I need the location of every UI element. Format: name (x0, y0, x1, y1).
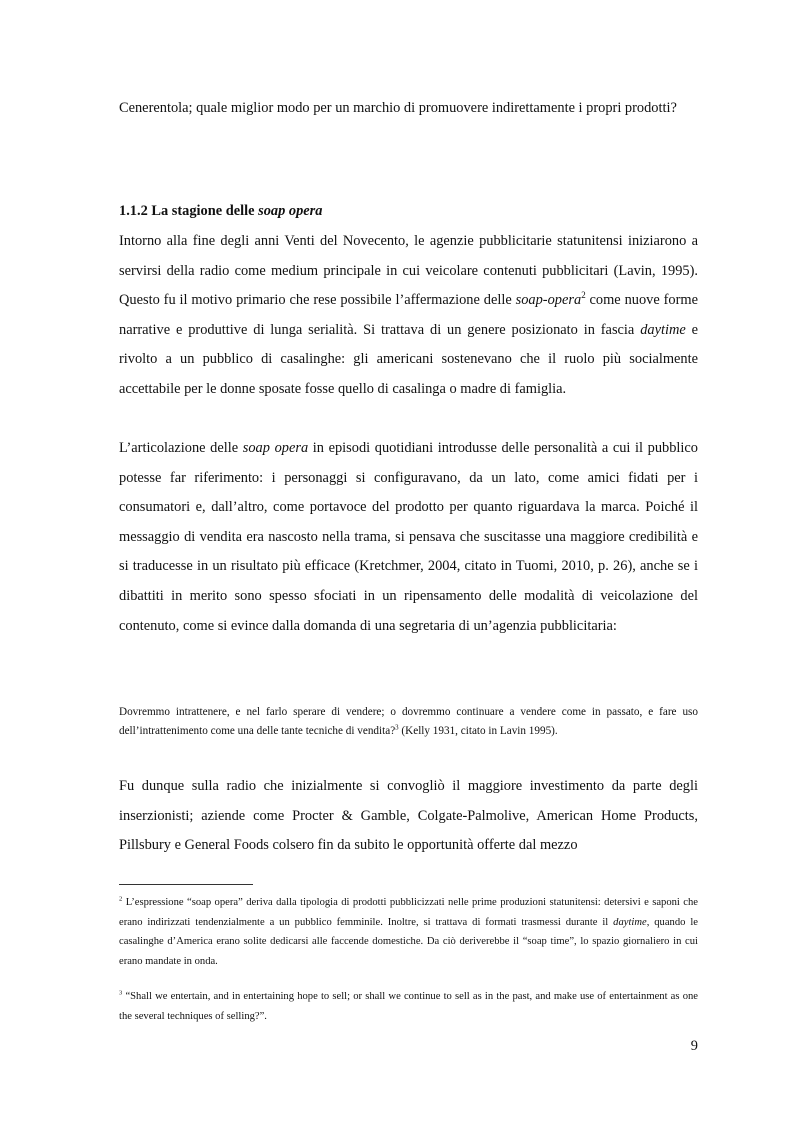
footnote-ref-3[interactable]: 3 (395, 723, 399, 732)
opening-paragraph: Cenerentola; quale miglior modo per un marchio di promuovere indirettamente i propri prodotti? (119, 100, 677, 116)
footnote-3: $^3$ “Shall we entertain, and in entertaining hope to sell; or shall we continue to sell as in the past, and make use of entertainment as one the several techniques of selling?”. (119, 989, 698, 1022)
paragraph-2: L’articolazione delle soap opera in episodi quotidiani introdusse delle personalità a cui il pubblico potesse far riferimento: i personaggi si configuravano, da un lato, come amici fidati per i consumatori e, dall’altro, come portavoce del prodotto per quanto riguardava la marca. Poiché il messaggio di vendita era nascosto nella trama, si pensava che suscitasse una maggiore credibilità e si traducesse in un risultato più efficace (Kretchmer, 2004, citato in Tuomi, 2010, p. 26), anche se i dibattiti in merito sono spesso sfociati in un ripensamento delle modalità di veicolazione del contenuto, come si evince dalla domanda di una segretaria di un’agenzia pubblicitaria: (119, 440, 698, 634)
footnote-separator (119, 884, 253, 885)
section-heading-italic: soap opera (258, 203, 323, 219)
paragraph-3: Fu dunque sulla radio che inizialmente si convogliò il maggiore investimento da parte degli inserzionisti; aziende come Procter & Gamble, Colgate-Palmolive, American Home Products, Pillsbury e General Foods colsero fin da subito le opportunità offerte dal mezzo (119, 778, 698, 854)
section-heading (119, 201, 698, 221)
footnote-3-number: 3 (119, 989, 123, 997)
footnote-2-number: 2 (119, 895, 123, 903)
footnote-ref-2[interactable]: 2 (581, 290, 586, 301)
page-number: 9 (690, 1038, 698, 1054)
footnote-2: $^2$ L’espressione “soap opera” deriva dalla tipologia di prodotti pubblicizzati nelle prime produzioni statunitensi: detersivi e saponi che erano indirizzati tendenzialmente a un pubblico femminile. Inoltre, si trattava di formati trasmessi durante il daytime, quando le casalinghe d’America erano solite dedicarsi alle faccende domestiche. Da ciò deriverebbe il “soap time”, lo spazio giornaliero in cui erano mandate in onda. (119, 895, 698, 967)
section-heading-text: 1.1.2 La stagione delle (119, 203, 259, 219)
paragraph-1: Intorno alla fine degli anni Venti del Novecento, le agenzie pubblicitarie statunitensi iniziarono a servirsi della radio come medium principale in cui veicolare contenuti pubblicitari (Lavin, 1995). Questo fu il motivo primario che rese possibile l’affermazione delle soap-opera$^2$ come nuove forme narrative e produttive di lunga serialità. Si trattava di un genere posizionato in fascia daytime e rivolto a un pubblico di casalinghe: gli americani sostenevano che il ruolo più socialmente accettabile per le donne sposate fosse quello di casalinga o madre di famiglia. (119, 233, 698, 397)
block-quote: Dovremmo intrattenere, e nel farlo sperare di vendere; o dovremmo continuare a vendere come in passato, e fare uso dell’intrattenimento come una delle tante tecniche di vendita?$^3$ (Kelly 1931, citato in Lavin 1995). (119, 706, 698, 737)
